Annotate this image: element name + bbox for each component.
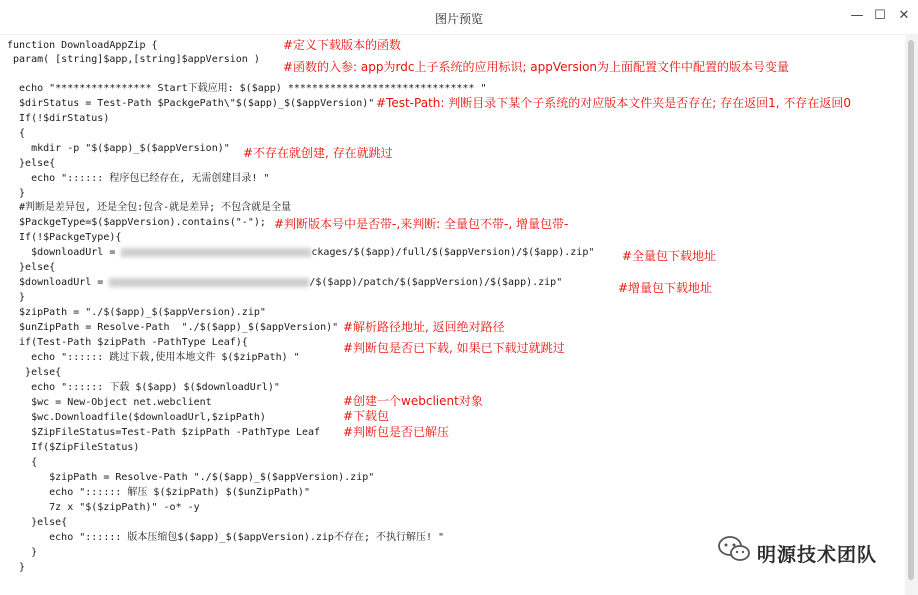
code-line: 7z x "$($zipPath)" -o* -y [7, 502, 200, 513]
annotation: #Test-Path: 判断目录下某个子系统的对应版本文件夹是否存在; 存在返回1, 不存在返回0 [376, 96, 851, 110]
redacted-url [109, 278, 309, 287]
wechat-icon [716, 534, 752, 564]
code-line: mkdir -p "$($app)_$($appVersion)" [7, 143, 230, 154]
code-line: echo "**************** Start下载应用: $($app) ******************************* " [7, 83, 487, 94]
window-titlebar [0, 0, 918, 35]
code-line: $PackgeType=$($appVersion).contains("-"); [7, 217, 266, 228]
code-line: #判断是差异包, 还是全包:包含-就是差异; 不包含就是全量 [7, 202, 292, 213]
code-line: echo ":::::: 跳过下载,使用本地文件 $($zipPath) " [7, 352, 300, 363]
code-line: If(!$PackgeType){ [7, 232, 122, 243]
code-line: }else{ [7, 158, 56, 169]
code-prefix: $downloadUrl = [7, 277, 110, 288]
code-line: } [7, 188, 26, 199]
scrollbar-thumb[interactable] [908, 40, 914, 580]
redacted-url [121, 248, 311, 257]
code-line: echo ":::::: 版本压缩包$($app)_$($appVersion).zip不存在; 不执行解压! " [7, 532, 445, 543]
code-line: $wc = New-Object net.webclient [7, 397, 212, 408]
code-prefix: $downloadUrl = [7, 247, 122, 258]
code-line: } [7, 562, 26, 573]
code-line: { [7, 457, 38, 468]
code-line: function DownloadAppZip { [7, 40, 158, 51]
code-line: echo ":::::: 解压 $($zipPath) $($unZipPath)" [7, 487, 310, 498]
annotation: #判断包是否已解压 [343, 425, 450, 439]
code-line: { [7, 128, 26, 139]
code-line: }else{ [7, 262, 56, 273]
code-url-tail: ckages/$($app)/full/$($appVersion)/$($app).zip" [311, 247, 595, 258]
code-line: If($ZipFileStatus) [7, 442, 140, 453]
code-line: echo ":::::: 下载 $($app) $($downloadUrl)" [7, 382, 280, 393]
window-title: 图片预览 [434, 12, 483, 26]
annotation: #创建一个webclient对象 [343, 394, 483, 408]
code-line: $ZipFileStatus=Test-Path $zipPath -PathType Leaf [7, 427, 321, 438]
annotation: #解析路径地址, 返回绝对路径 [343, 320, 505, 334]
code-line: $dirStatus = Test-Path $PackgePath\"$($app)_$($appVersion)" [7, 98, 375, 109]
code-line-url-patch [7, 277, 562, 289]
annotation: #定义下载版本的函数 [283, 38, 402, 52]
code-line: echo ":::::: 程序包已经存在, 无需创建目录! " [7, 173, 270, 184]
code-line: $zipPath = "./$($app)_$($appVersion).zip" [7, 307, 266, 318]
code-line: param( [string]$app,[string]$appVersion ) [7, 54, 260, 65]
code-line: } [7, 292, 26, 303]
code-line: if(Test-Path $zipPath -PathType Leaf){ [7, 337, 248, 348]
close-button[interactable]: ✕ [898, 8, 910, 23]
code-line: $zipPath = Resolve-Path "./$($app)_$($appVersion).zip" [7, 472, 375, 483]
minimize-button[interactable]: — [850, 8, 864, 23]
image-preview-area [0, 34, 905, 595]
annotation: #函数的入参: app为rdc上子系统的应用标识; appVersion为上面配置文件中配置的版本号变量 [283, 60, 790, 74]
annotation: #全量包下载地址 [622, 249, 717, 263]
code-line: }else{ [7, 367, 62, 378]
annotation: #判断包是否已下载, 如果已下载过就跳过 [343, 341, 565, 355]
annotation: #增量包下载地址 [618, 281, 713, 295]
code-line: $unZipPath = Resolve-Path "./$($app)_$($appVersion)" [7, 322, 339, 333]
code-line: $wc.Downloadfile($downloadUrl,$zipPath) [7, 412, 266, 423]
code-line: If(!$dirStatus) [7, 113, 110, 124]
code-url-tail: /$($app)/patch/$($appVersion)/$($app).zip" [309, 277, 563, 288]
code-line-url-full [7, 247, 594, 259]
maximize-button[interactable]: ☐ [874, 8, 886, 23]
annotation: #不存在就创建, 存在就跳过 [243, 146, 393, 160]
annotation: #判断版本号中是否带-,来判断: 全量包不带-, 增量包带- [274, 217, 569, 231]
watermark-text: 明源技术团队 [757, 544, 878, 566]
annotation: #下载包 [343, 409, 390, 423]
code-line: } [7, 547, 38, 558]
code-line: }else{ [7, 517, 68, 528]
